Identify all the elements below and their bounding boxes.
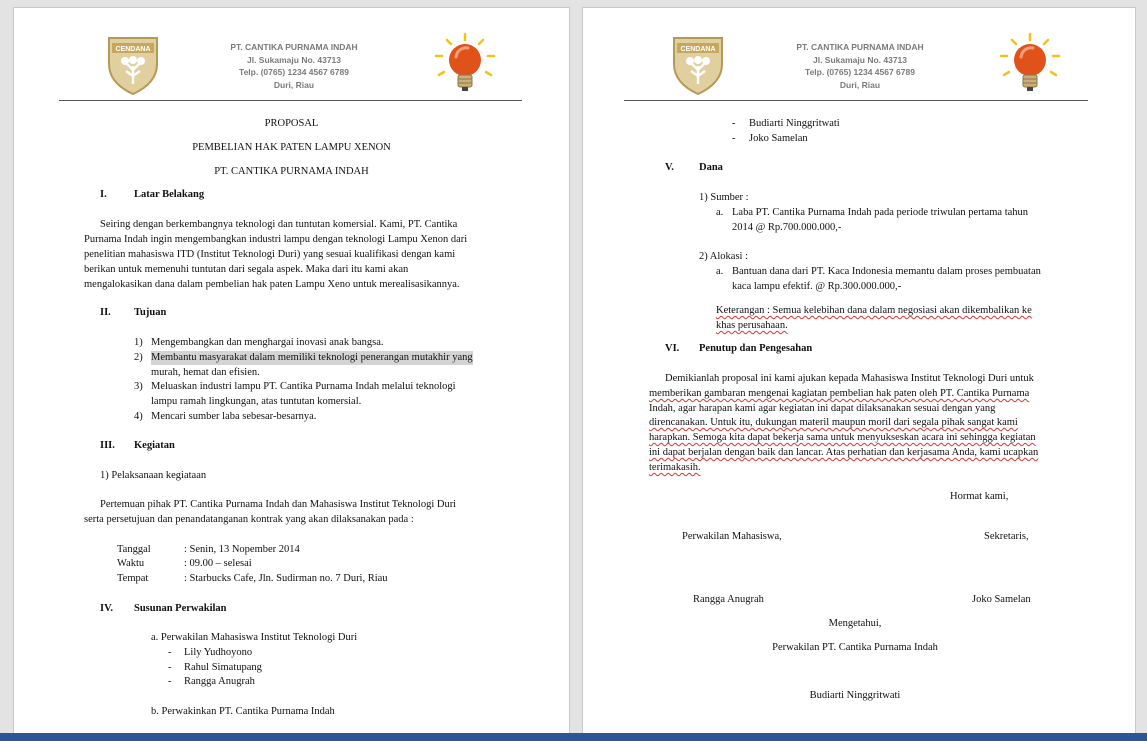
list-item: 2014 @ Rp.700.000.000,- <box>732 222 842 233</box>
schedule-label: Waktu <box>117 558 145 569</box>
sub-item: 1) Sumber : <box>699 192 749 203</box>
proposal-subtitle: PEMBELIAN HAK PATEN LAMPU XENON <box>192 142 391 153</box>
company-phone: Telp. (0765) 1234 4567 6789 <box>805 67 915 77</box>
signature-name-company: Budiarti Ninggritwati <box>809 690 901 701</box>
signature-role-company: Perwakilan PT. Cantika Purnama Indah <box>772 642 938 653</box>
document-page-1[interactable] <box>14 8 569 734</box>
keterangan-note: khas perusahaan. <box>716 320 788 331</box>
list-item: Laba PT. Cantika Purnama Indah pada periode triwulan pertama tahun <box>732 207 1029 218</box>
list-number: 1) <box>134 337 143 348</box>
proposal-title: PROPOSAL <box>264 118 319 129</box>
header-rule <box>624 100 1088 101</box>
cendana-logo <box>106 34 160 96</box>
proposal-company: PT. CANTIKA PURNAMA INDAH <box>214 166 369 177</box>
section-title-tujuan: Tujuan <box>134 307 167 318</box>
paragraph-line: berikan untuk memenuhi tuntutan dari segala aspek. Maka dari itu kami akan <box>84 264 409 275</box>
company-name: PT. CANTIKA PURNAMA INDAH <box>796 42 924 52</box>
section-title-penutup: Penutup dan Pengesahan <box>699 343 813 354</box>
list-letter: a. <box>716 207 724 218</box>
signature-name-right: Joko Samelan <box>972 594 1031 605</box>
dash-bullet: - <box>732 133 736 144</box>
list-letter: a. <box>716 266 724 277</box>
paragraph-line: penelitian mahasiswa ITD (Institut Teknologi Duri) yang sesuai kualifikasi dengan kami <box>84 249 456 260</box>
logo-text: CENDANA <box>680 46 716 53</box>
company-address: Jl. Sukamaju No. 43713 <box>812 54 908 65</box>
member-name: Budiarti Ninggritwati <box>749 118 840 129</box>
company-phone: Telp. (0765) 1234 4567 6789 <box>239 67 349 77</box>
signature-role-left: Perwakilan Mahasiswa, <box>682 531 782 542</box>
document-page-2[interactable] <box>583 8 1135 734</box>
schedule-value: : Senin, 13 Nopember 2014 <box>184 544 300 555</box>
list-item: Meluaskan industri lampu PT. Cantika Purnama Indah melalui teknologi <box>151 381 456 392</box>
list-number: 2) <box>134 352 143 363</box>
paragraph-line: Purnama Indah ingin mengembangkan industri lampu dengan teknologi Lampu Xenon dari <box>84 234 468 245</box>
section-number: I. <box>100 189 107 200</box>
paragraph-line: ini dapat berjalan dengan baik dan lancar. Atas perhatian dan kerjasama Anda, kami ucapkan <box>649 447 1039 458</box>
mengetahui: Mengetahui, <box>828 618 882 629</box>
paragraph-line: Pertemuan pihak PT. Cantika Purnama Indah dan Mahasiswa Institut Teknologi Duri <box>100 499 457 510</box>
paragraph-line: Indah, agar harapan kami agar kegiatan ini dapat dilaksanakan sesuai dengan yang <box>649 403 996 414</box>
paragraph-line: harapkan. Semoga kita dapat bekerja sama untuk menyukseskan acara ini sehingga kegiatan <box>649 432 1036 443</box>
keterangan-note: Keterangan : Semua kelebihan dana dalam negosiasi akan dikembalikan ke <box>716 305 1032 316</box>
schedule-value: : 09.00 – selesai <box>184 558 252 569</box>
lightbulb-icon <box>434 32 496 96</box>
header-rule <box>59 100 522 101</box>
logo-text: CENDANA <box>115 46 151 53</box>
dash-bullet: - <box>168 647 172 658</box>
section-number: III. <box>100 440 115 451</box>
list-item: kaca lampu efektif. @ Rp.300.000.000,- <box>732 281 902 292</box>
sub-item: 2) Alokasi : <box>699 251 748 262</box>
section-number: II. <box>100 307 111 318</box>
dash-bullet: - <box>168 676 172 687</box>
section-title-dana: Dana <box>699 162 723 173</box>
list-item-highlighted[interactable]: Membantu masyarakat dalam memiliki teknologi penerangan mutakhir yang <box>151 352 473 363</box>
section-number: V. <box>665 162 674 173</box>
member-name: Rahul Simatupang <box>184 662 262 673</box>
list-number: 3) <box>134 381 143 392</box>
section-title-latar-belakang: Latar Belakang <box>134 189 205 200</box>
paragraph-line: Seiring dengan berkembangnya teknologi dan tuntutan komersial. Kami, PT. Cantika <box>100 219 458 230</box>
dash-bullet: - <box>732 118 736 129</box>
lightbulb-icon <box>999 32 1061 96</box>
section-number: VI. <box>665 343 680 354</box>
sub-item: b. Perwakinkan PT. Cantika Purnama Indah <box>151 706 335 717</box>
hormat-kami: Hormat kami, <box>950 491 1009 502</box>
company-name: PT. CANTIKA PURNAMA INDAH <box>230 42 358 52</box>
member-name: Rangga Anugrah <box>184 676 255 687</box>
list-number: 4) <box>134 411 143 422</box>
section-title-kegiatan: Kegiatan <box>134 440 175 451</box>
status-bar <box>0 733 1147 741</box>
paragraph-line: memberikan gambaran mengenai kagiatan pembelian hak paten oleh PT. Cantika Purnama <box>649 388 1030 399</box>
paragraph-line: direncanakan. Untuk itu, dukungan materil maupun moril dari segala pihak sangat kami <box>649 417 1018 428</box>
schedule-label: Tanggal <box>117 544 151 555</box>
schedule-value: : Starbucks Cafe, Jln. Sudirman no. 7 Duri, Riau <box>184 573 388 584</box>
company-address: Jl. Sukamaju No. 43713 <box>246 54 342 65</box>
list-item: Bantuan dana dari PT. Kaca Indonesia memantu dalam proses pembuatan <box>732 266 1041 277</box>
list-item: murah, hemat dan efisien. <box>151 367 260 378</box>
section-title-susunan-perwakilan: Susunan Perwakilan <box>134 603 227 614</box>
sub-item: 1) Pelaksanaan kegiataan <box>100 470 207 481</box>
list-item: Mengembangkan dan menghargai inovasi anak bangsa. <box>151 337 384 348</box>
sub-item: a. Perwakilan Mahasiswa Institut Teknologi Duri <box>151 632 358 643</box>
member-name: Lily Yudhoyono <box>184 647 253 658</box>
company-city: Duri, Riau <box>839 79 881 90</box>
section-number: IV. <box>100 603 113 614</box>
paragraph-line: terimakasih. <box>649 462 701 473</box>
paragraph-line: Demikianlah proposal ini kami ajukan kepada Mahasiswa Institut Teknologi Duri untuk <box>665 373 1034 384</box>
paragraph-line: mengalokasikan dana dalam pembelian hak paten Lampu Xeno untuk merealisasikannya. <box>84 279 460 290</box>
cendana-logo <box>671 34 725 96</box>
list-item: lampu ramah lingkungan, atas tuntutan komersial. <box>151 396 362 407</box>
schedule-label: Tempat <box>117 573 149 584</box>
list-item: Mencari sumber laba sebesar-besarnya. <box>151 411 317 422</box>
paragraph-line: serta persetujuan dan penandatanganan kontrak yang akan dilaksanakan pada : <box>84 514 414 525</box>
dash-bullet: - <box>168 662 172 673</box>
signature-name-left: Rangga Anugrah <box>693 594 764 605</box>
member-name: Joko Samelan <box>749 133 808 144</box>
company-city: Duri, Riau <box>273 79 315 90</box>
signature-role-right: Sekretaris, <box>984 531 1029 542</box>
